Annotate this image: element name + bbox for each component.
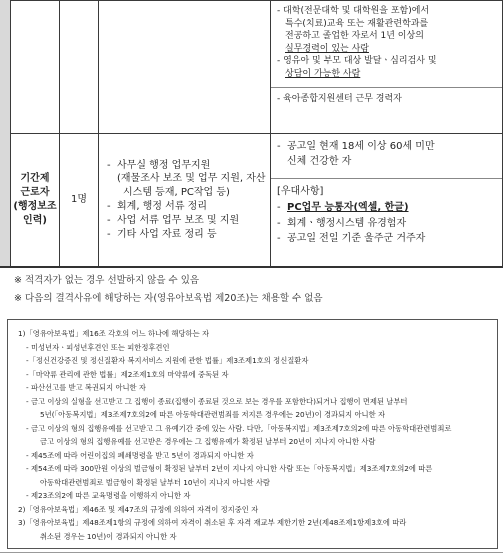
notice-disqualification: ※ 다음의 결격사유에 해당하는 자(영유아보육법 제20조)는 채용할 수 없음 <box>14 293 323 304</box>
divider <box>271 87 502 88</box>
qualification-line: 전공하고 졸업한 자로서 1년 이상의 <box>285 31 424 42</box>
duty-item: - 사무실 행정 업무지원 <box>107 159 211 171</box>
duty-cell <box>99 134 271 267</box>
disqualification-line: 아동학대관련범죄로 벌금형이 확정된 날부터 10년이 지나지 아니한 사람 <box>40 477 270 487</box>
qualification-line: - 대학(전문대학 및 대학원을 포함)에서 <box>277 6 430 16</box>
disqualification-box <box>7 319 498 549</box>
category-line: 기간제 <box>20 172 50 184</box>
page-bottom-rule <box>0 552 503 553</box>
disqualification-line: - 금고 이상의 형의 집행유예를 선고받고 그 유예기간 중에 있는 사람. 다만,「아동복지법」제3조제7호의2에 따른 아동학대관련범죄로 <box>26 423 452 433</box>
disqualification-line: - 제54조에 따라 300만원 이상의 벌금형이 확정된 날부터 2년이 지나지 아니한 사람 또는「아동복지법」제3조제7호의2에 따른 <box>26 464 433 473</box>
qualification-line: 실무경력이 있는 사람 <box>285 43 369 54</box>
table-row <box>11 1 503 134</box>
requirement-cell <box>271 134 503 267</box>
notice-no-qualified: ※ 적격자가 없는 경우 선발하지 않을 수 있음 <box>14 275 200 286</box>
duty-item: - 회계, 행정 서류 정리 <box>107 201 207 212</box>
disqualification-line: 2)「영유아보육법」제46조 및 제47조의 규정에 의하여 자격이 정지중인 자 <box>18 504 259 514</box>
preference-item: - 공고일 전일 기준 울주군 거주자 <box>277 233 426 244</box>
disqualification-line: -「정신건강증진 및 정신질환자 복지서비스 지원에 관한 법률」제3조제1호의 정신질환자 <box>26 356 309 365</box>
qualification-line: 특수(치료)교육 또는 재활관련학과를 <box>285 18 429 29</box>
preference-item: - 회계ㆍ행정시스템 유경험자 <box>277 217 407 229</box>
age-requirement: - 공고일 현재 18세 이상 60세 미만 <box>277 141 435 152</box>
count-cell-empty <box>60 1 99 134</box>
divider <box>271 178 502 179</box>
disqualification-line: -「마약류 관리에 관한 법률」제2조제1호의 마약류에 중독된 자 <box>26 369 229 379</box>
disqualification-line: 취소된 경우는 10년)이 경과되지 아니한 자 <box>40 531 177 541</box>
category-cell-empty <box>11 1 60 134</box>
duty-item: 시스템 등재, PC작업 등) <box>123 187 230 199</box>
qualification-line: - 영유아 및 부모 대상 발달ㆍ심리검사 및 <box>277 56 437 67</box>
job-table <box>10 0 503 267</box>
preference-title: [우대사항] <box>277 186 324 197</box>
duty-item: - 기타 사업 자료 정리 등 <box>107 228 217 240</box>
table-row <box>11 134 503 267</box>
disqualification-line: 금고 이상의 형의 집행유예를 선고받은 경우에는 그 집행유예가 확정된 날부터 20년이 지나지 아니한 사람 <box>40 437 376 446</box>
qualification-list <box>277 5 498 105</box>
table-bottom-border <box>0 266 503 268</box>
category-line: 근로자 <box>20 186 50 198</box>
category-cell <box>11 134 60 267</box>
duty-item: (재물조사 보조 및 업무 지원, 자산 <box>117 173 266 185</box>
disqualification-line: 1)「영유아보육법」제16조 각호의 어느 하나에 해당하는 자 <box>18 329 209 338</box>
count-cell: 1명 <box>60 134 99 267</box>
duty-cell-empty <box>99 1 271 134</box>
left-shaded-column <box>0 0 10 266</box>
health-requirement: 신체 건강한 자 <box>287 155 352 167</box>
disqualification-line: - 파산선고를 받고 복권되지 아니한 자 <box>26 383 146 392</box>
disqualification-line: 3)「영유아보육법」제48조제1항의 규정에 의하여 자격이 취소된 후 자격 재교부 제한기한 2년(제48조제1항제3호에 따라 <box>18 518 407 527</box>
preference-item: - PC업무 능통자(엑셀, 한글) <box>277 202 409 213</box>
duty-item: - 사업 서류 업무 보조 및 지원 <box>107 214 240 226</box>
disqualification-line: - 제45조에 따라 어린이집의 폐쇄명령을 받고 5년이 경과되지 아니한 자 <box>26 450 254 460</box>
disqualification-line: - 미성년자ㆍ피성년후견인 또는 피한정후견인 <box>26 342 170 352</box>
qualification-line: - 육아종합지원센터 근무 경력자 <box>277 93 402 104</box>
qualification-line: 상담이 가능한 사람 <box>285 68 361 79</box>
category-line: 인력) <box>23 215 47 227</box>
category-line: (행정보조 <box>13 201 57 212</box>
disqualification-line: - 제23조의2에 따른 교육명령을 이행하지 아니한 자 <box>26 491 191 500</box>
disqualification-line: 5년(「아동복지법」제3조제7호의2에 따른 아동학대관련범죄를 저지른 경우에는 20년)이 경과되지 아니한 자 <box>40 410 385 419</box>
disqualification-line: - 금고 이상의 실형을 선고받고 그 집행이 종료(집행이 종료된 것으로 보는 경우를 포함한다)되거나 집행이 면제된 날부터 <box>26 396 408 406</box>
qualification-cell <box>271 1 503 134</box>
